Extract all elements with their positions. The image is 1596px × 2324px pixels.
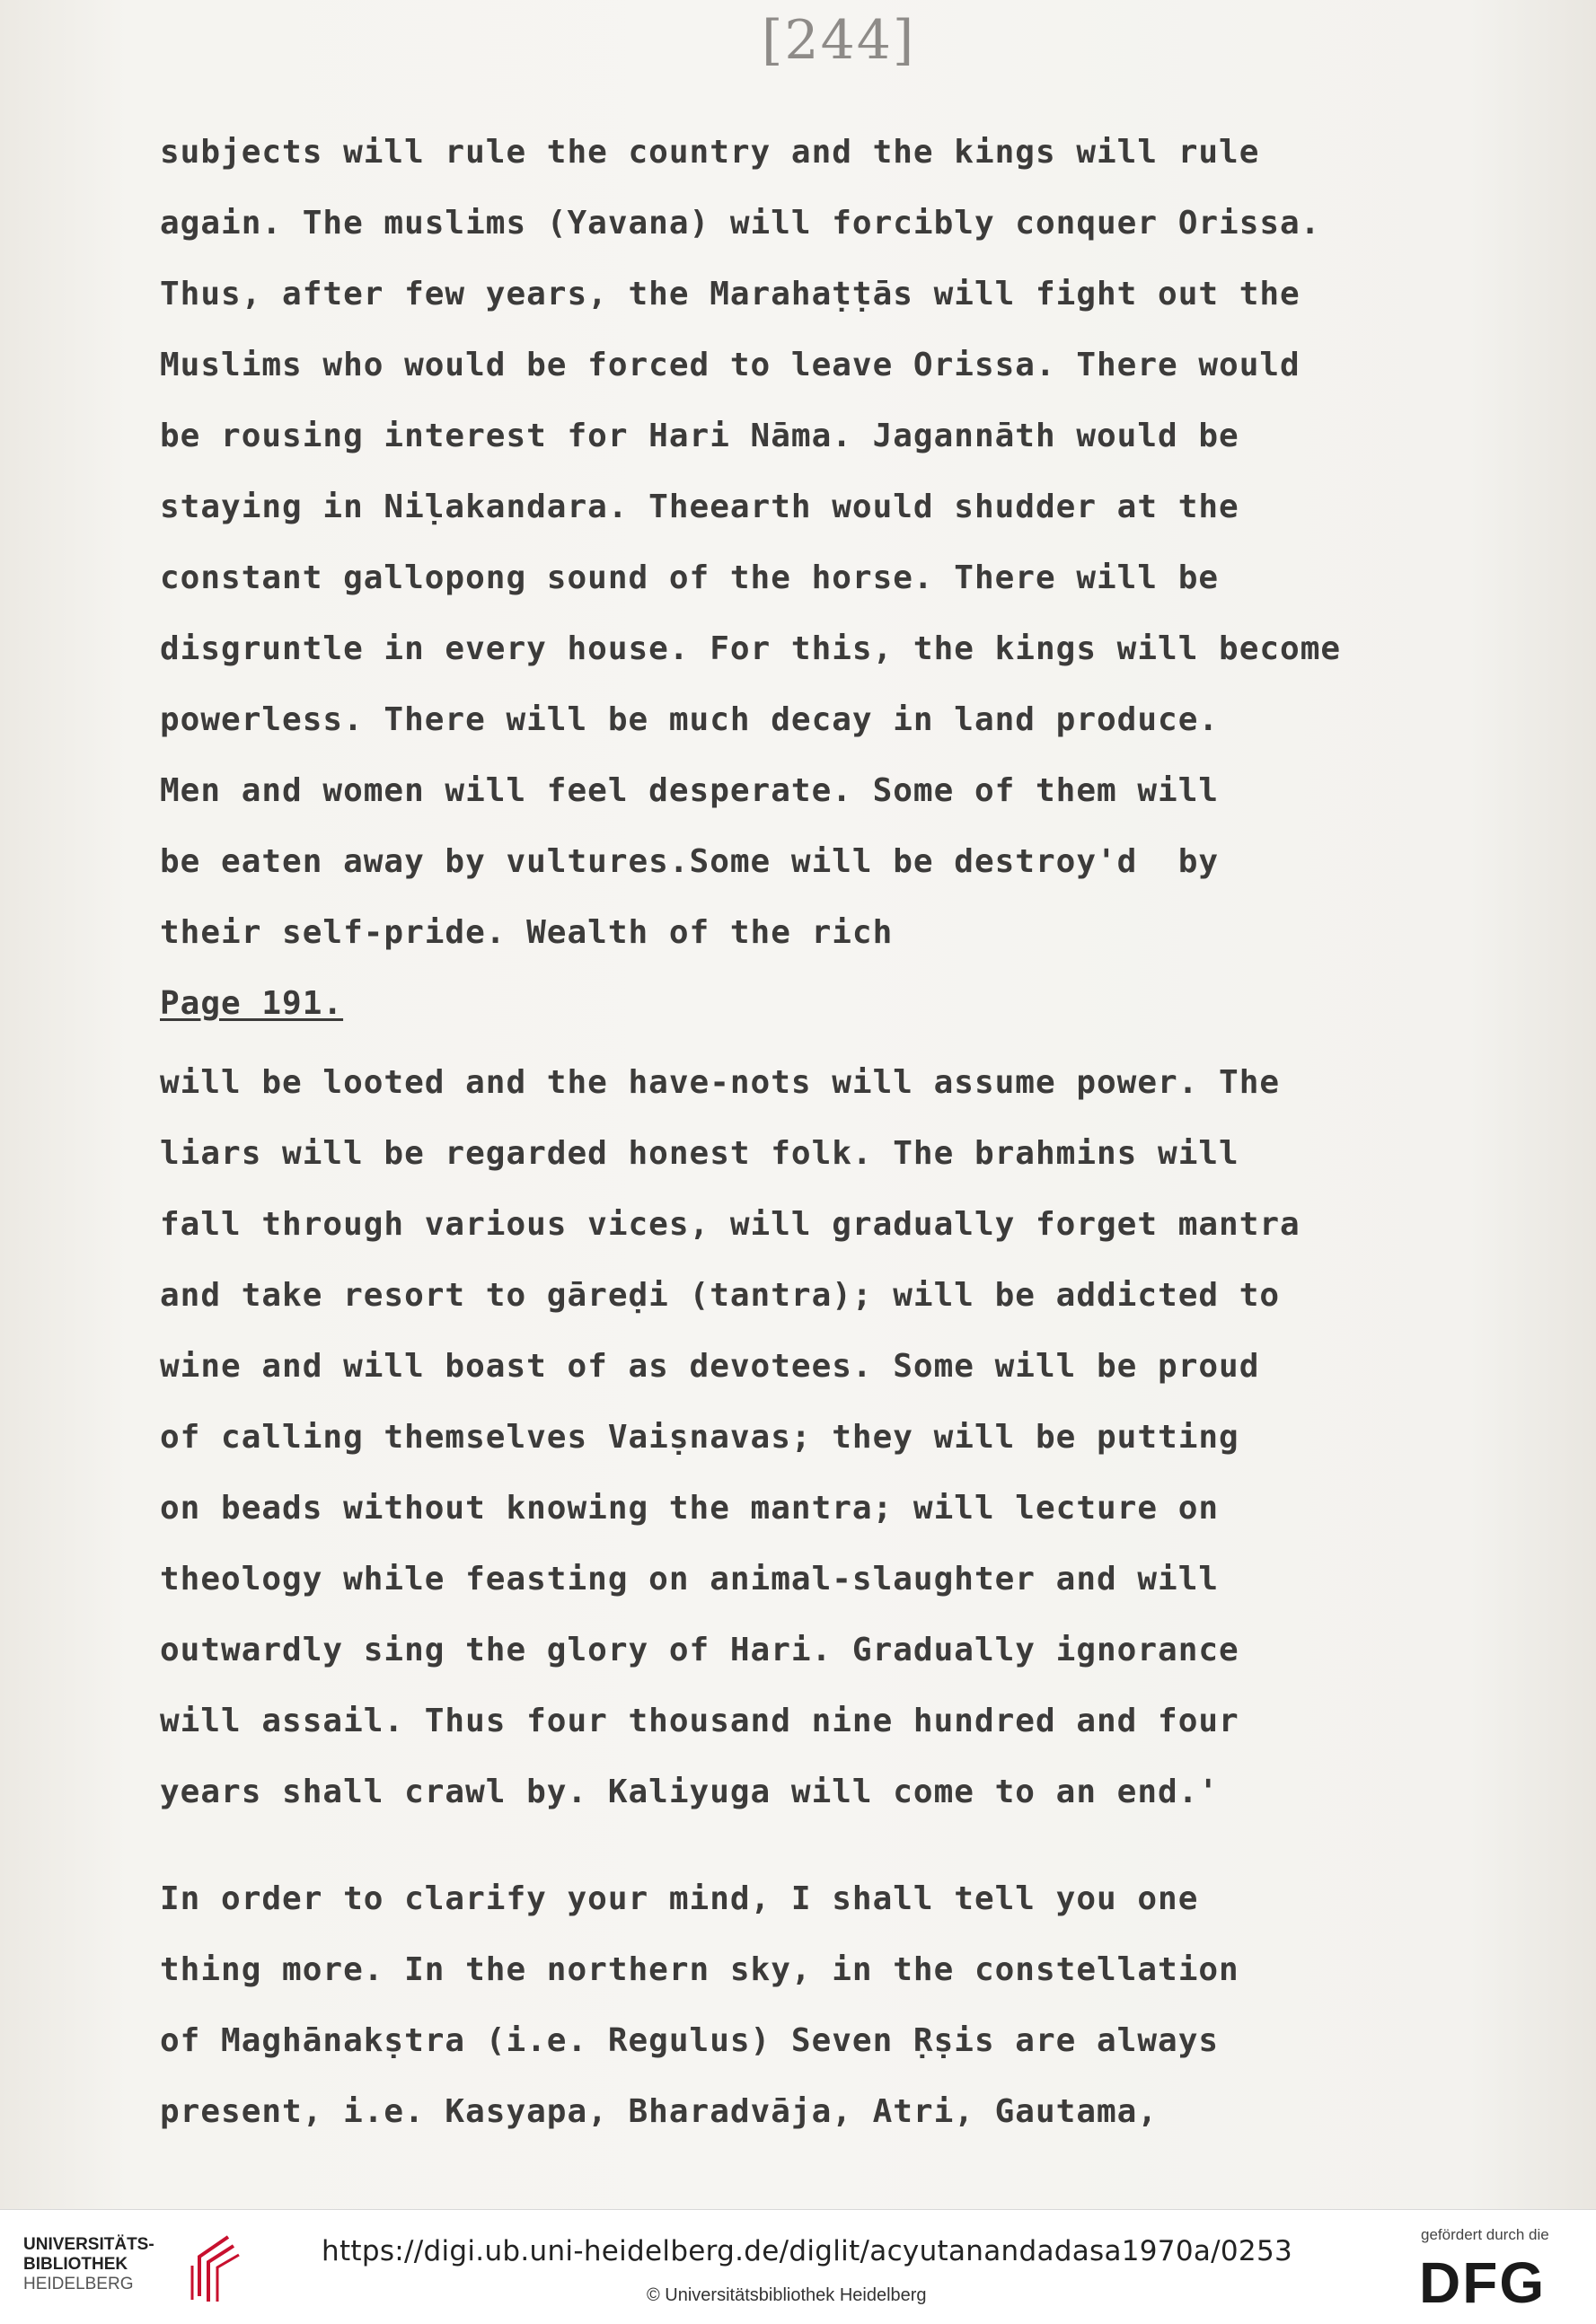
text-line: will be looted and the have-nots will assume power. The [160,1064,1281,1101]
text-line: Thus, after few years, the Marahaṭṭās will fight out the [160,276,1301,313]
text-line: disgruntle in every house. For this, the kings will become [160,630,1342,667]
text-line: Muslims who would be forced to leave Orissa. There would [160,347,1301,383]
text-line: be eaten away by vultures.Some will be destroy'd by [160,843,1220,880]
text-line: of calling themselves Vaiṣnavas; they will be putting [160,1419,1239,1456]
source-url-link[interactable]: https://digi.ub.uni-heidelberg.de/diglit/acyutanandadasa1970a/0253 [322,2235,1292,2267]
text-line: wine and will boast of as devotees. Some will be proud [160,1348,1260,1385]
heidelberg-library-logo-icon [183,2233,246,2305]
text-line: fall through various vices, will gradually forget mantra [160,1206,1301,1243]
copyright-notice: © Universitätsbibliothek Heidelberg [647,2285,927,2305]
footer-bar [0,2209,1596,2324]
text-line: Men and women will feel desperate. Some of them will [160,772,1220,809]
text-line: years shall crawl by. Kaliyuga will come to an end.' [160,1774,1220,1810]
text-line: subjects will rule the country and the kings will rule [160,134,1260,171]
page-reference: Page 191. [160,985,344,1022]
library-name-line1: UNIVERSITÄTS- [23,2235,154,2254]
text-line: thing more. In the northern sky, in the constellation [160,1951,1239,1988]
text-line: again. The muslims (Yavana) will forcibly conquer Orissa. [160,205,1321,242]
text-line: In order to clarify your mind, I shall tell you one [160,1880,1199,1917]
library-name-line2: BIBLIOTHEK [23,2255,128,2274]
library-name-line3: HEIDELBERG [23,2275,134,2293]
text-line: on beads without knowing the mantra; will lecture on [160,1490,1220,1527]
text-line: of Maghānakṣtra (i.e. Regulus) Seven Ṛṣis are always [160,2022,1220,2059]
text-line: their self-pride. Wealth of the rich [160,914,894,951]
text-line: staying in Niḷakandara. Theearth would shudder at the [160,489,1239,525]
text-line: liars will be regarded honest folk. The brahmins will [160,1135,1239,1172]
library-logo[interactable] [23,2233,230,2305]
text-line: theology while feasting on animal-slaughter and will [160,1561,1220,1598]
funded-by-label: gefördert durch die [1421,2226,1549,2243]
text-line: constant gallopong sound of the horse. There will be [160,559,1220,596]
text-line: and take resort to gāreḍi (tantra); will be addicted to [160,1277,1281,1314]
text-line: powerless. There will be much decay in land produce. [160,701,1220,738]
text-line: will assail. Thus four thousand nine hundred and four [160,1703,1239,1739]
dfg-logo[interactable]: DFG [1419,2250,1547,2315]
text-line: present, i.e. Kasyapa, Bharadvāja, Atri, Gautama, [160,2093,1159,2130]
page-number-annotation: [244] [762,9,916,72]
text-line: be rousing interest for Hari Nāma. Jagannāth would be [160,418,1239,454]
text-line: outwardly sing the glory of Hari. Gradually ignorance [160,1632,1239,1668]
